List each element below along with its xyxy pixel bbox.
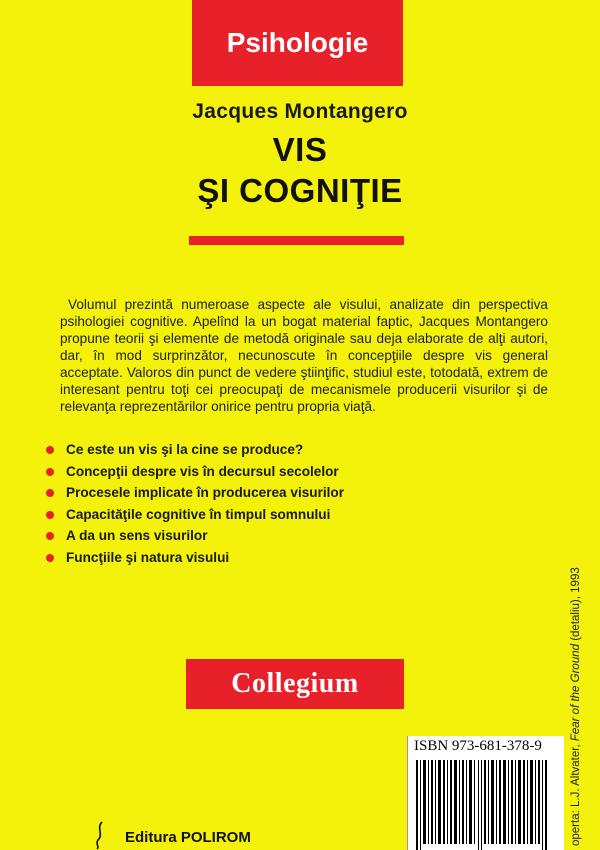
cover-credit-work: Fear of the Ground [570,643,582,742]
bullet-icon [46,532,54,540]
book-title-line2: ŞI COGNIŢIE [197,172,403,209]
cover-credit-suffix: (detaliu), 1993 [570,567,582,644]
topic-text: Ce este un vis şi la cine se produce? [66,442,304,457]
publisher-logo-icon [92,820,108,850]
list-item [46,442,344,464]
list-item [46,485,344,507]
list-item [46,550,344,572]
cover-credit [570,526,582,846]
book-title-line1: VIS [272,131,328,168]
list-item [46,507,344,529]
collection-banner [186,659,404,709]
list-item [46,528,344,550]
book-description: Volumul prezintă numeroase aspecte ale visului, analizate din perspectiva psihologiei cognitive. Apelînd la un bogat material faptic, Jacques Montangero propune teorii şi elemente de metodă originale sau deja elaborate de alţi autori, dar, în mod surprinzător, necunoscute în concepţiile despre vis general acceptate. Valoros din punct de vedere ştiinţific, studiul este, totodată, extrem de interesant pentru toţi cei preocupaţi de mecanismele producerii visurilor şi de relevanţa reprezentărilor onirice pentru propria viaţă. [60,297,548,414]
topic-text: Procesele implicate în producerea visurilor [66,485,345,500]
topic-text: Concepţii despre vis în decursul secolelor [66,463,339,479]
bullet-icon [46,489,54,497]
series-label: Psihologie [226,27,369,58]
topic-text: Capacităţile cognitive în timpul somnului [66,506,331,522]
isbn-number: ISBN 973-681-378-9 [414,738,542,754]
bullet-icon [46,511,54,519]
barcode-icon [414,760,558,850]
title-divider [189,236,404,245]
series-banner [192,0,403,86]
publisher-name: Editura POLIROM [125,829,251,846]
collection-label: Collegium [231,668,359,699]
topic-text: Funcţiile şi natura visului [66,549,230,565]
isbn-block [407,736,564,850]
bullet-icon [46,446,54,454]
bullet-icon [46,468,54,476]
topic-list [46,442,344,571]
cover-credit-prefix: operta: L.J. Altvater, [570,741,582,846]
bullet-icon [46,554,54,562]
list-item [46,464,344,486]
author-name: Jacques Montangero [192,100,408,123]
topic-text: A da un sens visurilor [66,528,208,543]
